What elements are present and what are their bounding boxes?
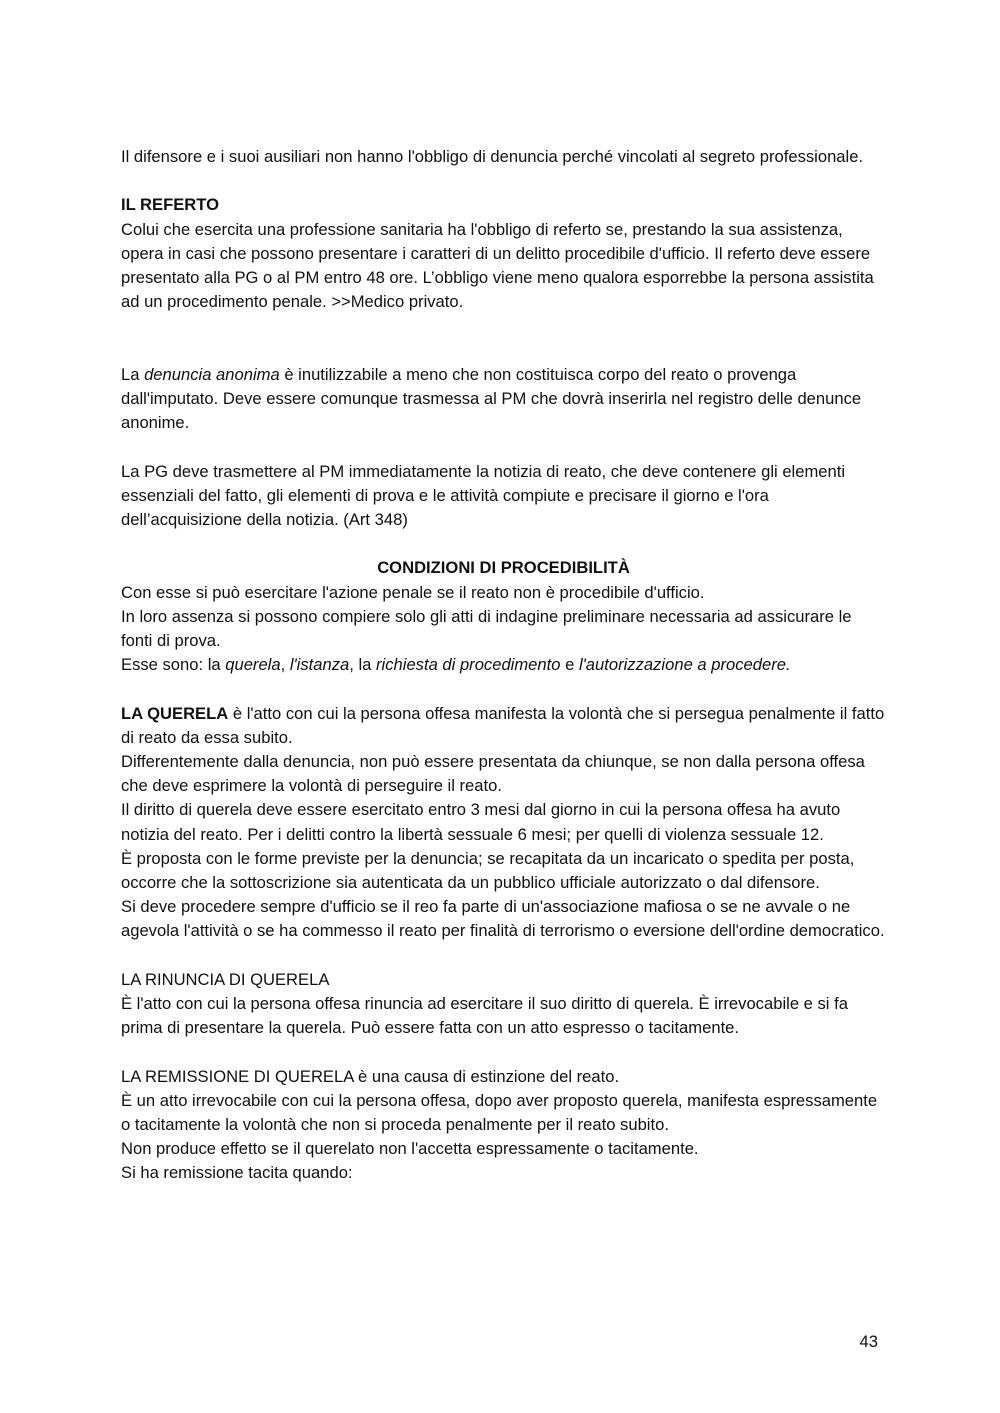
term-querela: querela: [225, 655, 281, 675]
term-denuncia-anonima: denuncia anonima: [144, 364, 280, 384]
text-run: ,: [280, 655, 290, 675]
text-run: Esse sono: la: [121, 655, 226, 675]
term-la-querela: LA QUERELA: [121, 703, 229, 723]
paragraph-querela-1: [121, 702, 886, 750]
text-run: , la: [349, 655, 377, 675]
heading-condizioni: CONDIZIONI DI PROCEDIBILITÀ: [377, 558, 630, 578]
term-richiesta: richiesta di procedimento: [376, 655, 561, 675]
paragraph-referto: Colui che esercita una professione sanitaria ha l'obbligo di referto se, prestando la sua assistenza, opera in casi che possono presentare i caratteri di un delitto procedibile d'ufficio. Il referto deve essere presentato alla PG o al PM entro 48 ore. L’obbligo viene meno qualora esporrebbe la persona assistita ad un procedimento penale. >>Medico privato.: [121, 219, 874, 312]
paragraph-querela-3: Il diritto di querela deve essere esercitato entro 3 mesi dal giorno in cui la persona offesa ha avuto notizia del reato. Per i delitti contro la libertà sessuale 6 mesi; per quelli di violenza sessuale 12.: [121, 800, 841, 844]
paragraph-querela-4: È proposta con le forme previste per la denuncia; se recapitata da un incaricato o spedita per posta, occorre che la sottoscrizione sia autenticata da un pubblico ufficiale autorizzato o dal difensore.: [121, 848, 855, 893]
term-autorizzazione: l'autorizzazione a procedere.: [578, 655, 791, 675]
text-run: La: [121, 364, 145, 384]
paragraph-difensore: Il difensore e i suoi ausiliari non hanno l'obbligo di denuncia perché vincolati al segreto professionale.: [121, 147, 864, 166]
paragraph-remissione-1: LA REMISSIONE DI QUERELA è una causa di estinzione del reato.: [121, 1066, 620, 1086]
term-istanza: l'istanza: [289, 655, 350, 675]
paragraph-querela-2: Differentemente dalla denuncia, non può essere presentata da chiunque, se non dalla persona offesa che deve esprimere la volontà di perseguire il reato.: [121, 752, 865, 796]
heading-referto: IL REFERTO: [121, 195, 220, 215]
paragraph-condizioni-1: Con esse si può esercitare l'azione penale se il reato non è procedibile d'ufficio.: [121, 582, 705, 602]
page-number: 43: [859, 1332, 878, 1351]
paragraph-condizioni-3: [121, 653, 886, 677]
paragraph-remissione-3: Non produce effetto se il querelato non l'accetta espressamente o tacitamente.: [121, 1139, 699, 1159]
text-run: e: [560, 655, 579, 675]
paragraph-rinuncia: È l'atto con cui la persona offesa rinuncia ad esercitare il suo diritto di querela. È irrevocabile e si fa prima di presentare la querela. Può essere fatta con un atto espresso o tacitamente.: [121, 994, 848, 1038]
paragraph-querela-5: Si deve procedere sempre d'ufficio se il reo fa parte di un'associazione mafiosa o se ne avvale o ne agevola l'attività o se ha commesso il reato per finalità di terrorismo o eversione dell'ordine democratico.: [121, 897, 885, 941]
text-run: è l'atto con cui la persona offesa manifesta la volontà che si persegua penalmente il fatto di reato da essa subito.: [121, 703, 885, 747]
heading-rinuncia: LA RINUNCIA DI QUERELA: [121, 969, 330, 989]
paragraph-pg: La PG deve trasmettere al PM immediatamente la notizia di reato, che deve contenere gli elementi essenziali del fatto, gli elementi di prova e le attività compiute e precisare il giorno e l'ora dell’acquisizione della notizia. (Art 348): [121, 461, 846, 529]
paragraph-condizioni-2: In loro assenza si possono compiere solo gli atti di indagine preliminare necessaria ad assicurare le fonti di prova.: [121, 606, 852, 650]
page-body: [121, 145, 886, 1186]
paragraph-remissione-4: Si ha remissione tacita quando:: [121, 1163, 353, 1183]
text-run: è inutilizzabile a meno che non costituisca corpo del reato o provenga dall'imputato. Deve essere comunque trasmessa al PM che dovrà inserirla nel registro delle denunce anonime.: [121, 364, 862, 433]
paragraph-denuncia-anonima: [121, 363, 886, 436]
paragraph-remissione-2: È un atto irrevocabile con cui la persona offesa, dopo aver proposto querela, manifesta espressamente o tacitamente la volontà che non si proceda penalmente per il reato subito.: [121, 1090, 878, 1135]
